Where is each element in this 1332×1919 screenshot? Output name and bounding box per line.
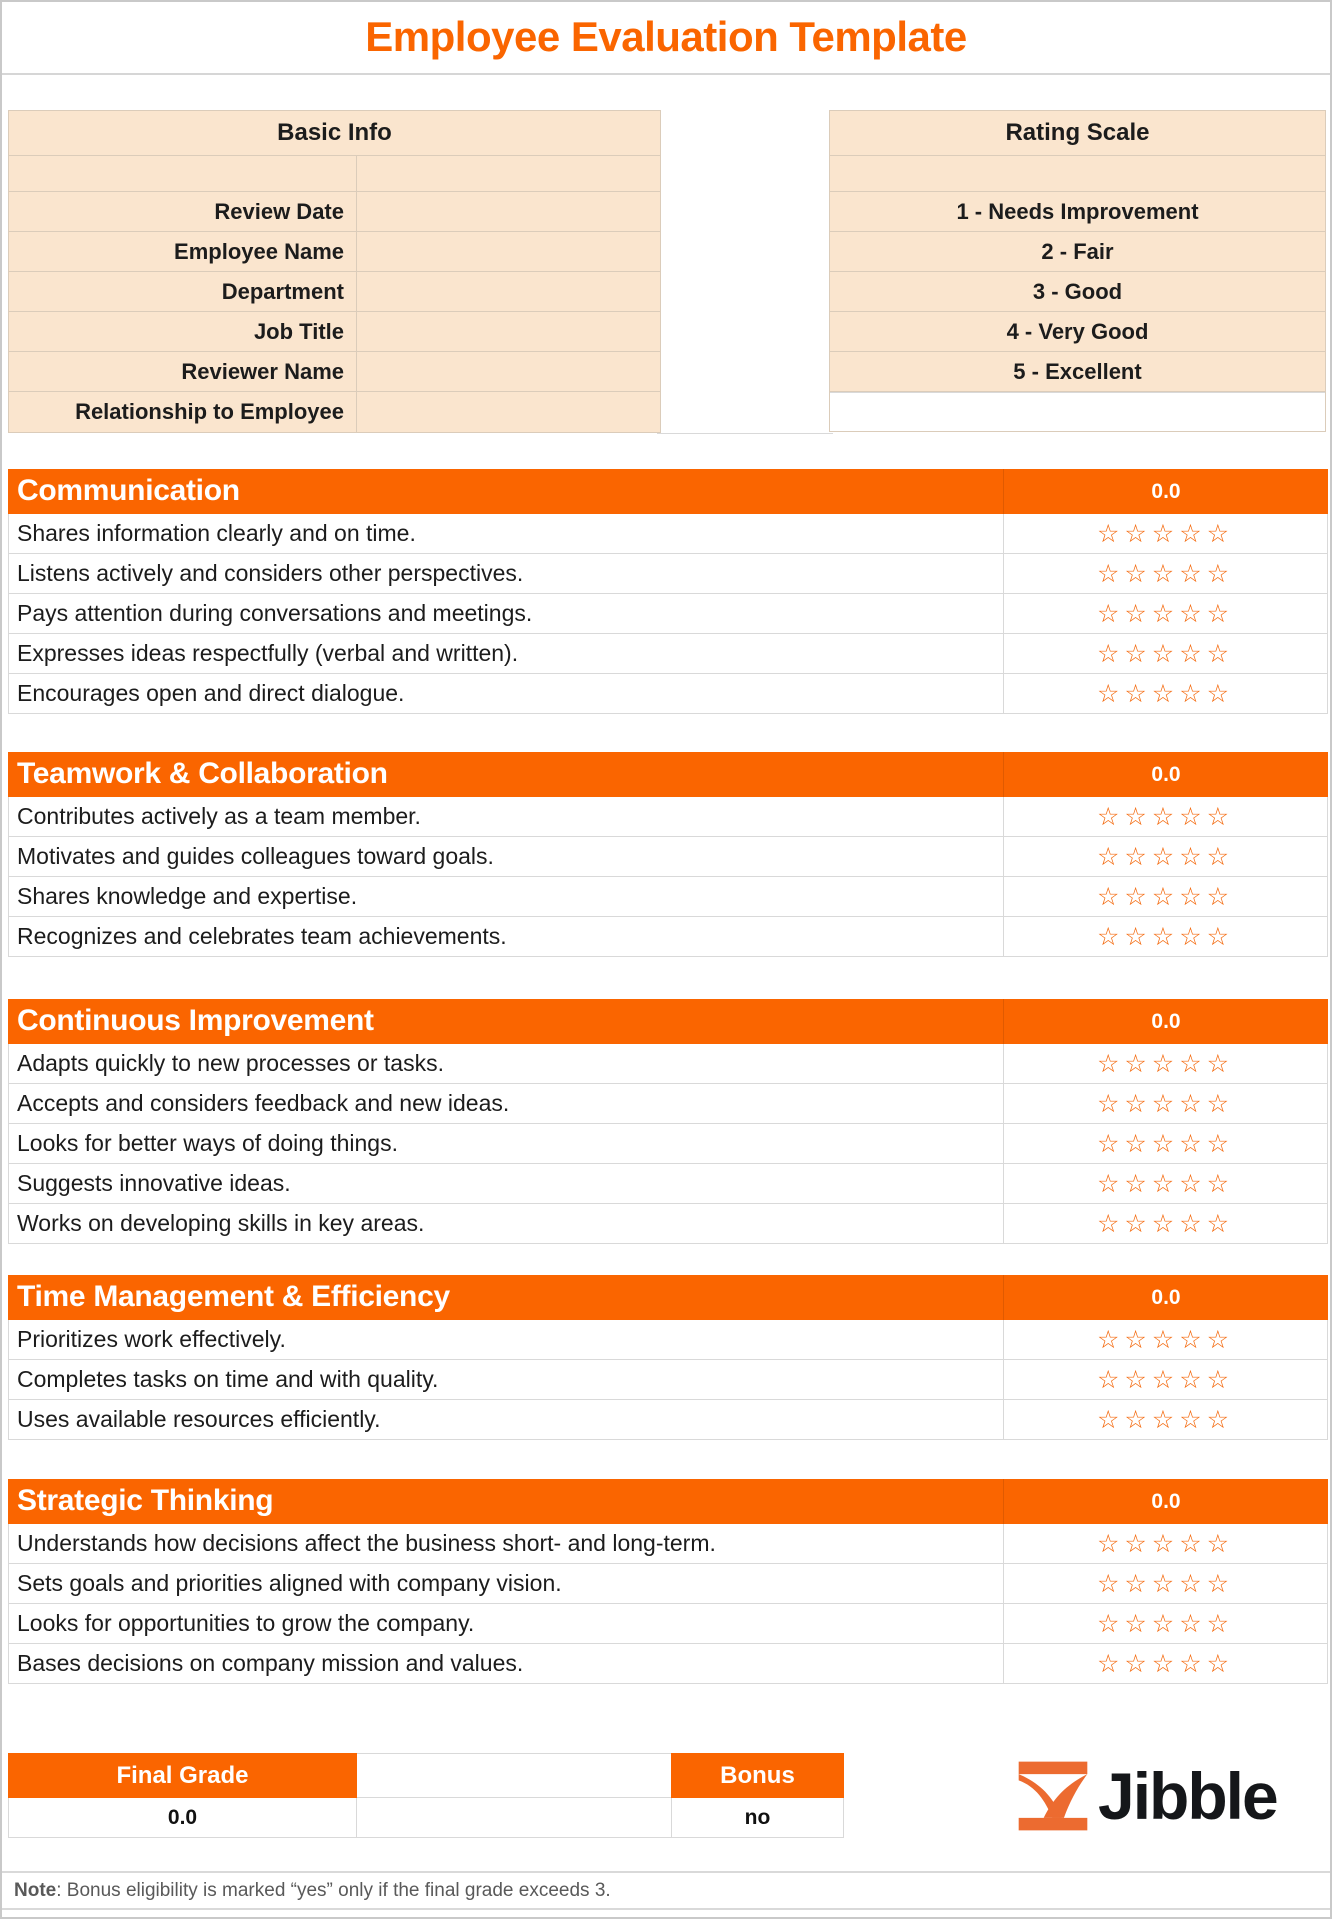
basic-info-label: Employee Name	[174, 239, 344, 264]
basic-info-row	[9, 192, 660, 232]
star-rating[interactable]: ☆☆☆☆☆	[1003, 1124, 1327, 1163]
criterion-row	[9, 554, 1327, 594]
basic-info-value-cell[interactable]	[356, 352, 660, 391]
section-score: 0.0	[1003, 1275, 1328, 1320]
criterion-row	[9, 1524, 1327, 1564]
criterion-text: Listens actively and considers other perspectives.	[17, 560, 524, 586]
criterion-row	[9, 514, 1327, 554]
page-title-row	[2, 2, 1330, 72]
criterion-text: Shares information clearly and on time.	[17, 520, 416, 546]
footer-spacer-value-cell	[357, 1798, 671, 1838]
basic-info-value-cell[interactable]	[356, 232, 660, 271]
star-rating[interactable]: ☆☆☆☆☆	[1003, 1644, 1327, 1683]
rating-scale-item: 3 - Good	[830, 272, 1325, 312]
criterion-row	[9, 674, 1327, 714]
criterion-text: Completes tasks on time and with quality.	[17, 1366, 439, 1392]
criterion-text: Understands how decisions affect the business short- and long-term.	[17, 1530, 716, 1556]
criterion-row	[9, 1044, 1327, 1084]
criterion-text: Pays attention during conversations and meetings.	[17, 600, 533, 626]
criterion-row	[9, 837, 1327, 877]
rating-scale-item: 1 - Needs Improvement	[830, 192, 1325, 232]
section-header-bar	[8, 752, 1328, 797]
basic-info-row	[9, 312, 660, 352]
criterion-text: Uses available resources efficiently.	[17, 1406, 381, 1432]
basic-info-value-cell[interactable]	[356, 272, 660, 311]
basic-info-value-cell[interactable]	[356, 192, 660, 231]
criterion-text: Adapts quickly to new processes or tasks.	[17, 1050, 444, 1076]
criterion-row	[9, 1360, 1327, 1400]
section-score: 0.0	[1003, 999, 1328, 1044]
criterion-row	[9, 1124, 1327, 1164]
star-rating[interactable]: ☆☆☆☆☆	[1003, 554, 1327, 593]
criterion-text: Works on developing skills in key areas.	[17, 1210, 425, 1236]
section-score: 0.0	[1003, 1479, 1328, 1524]
criterion-row	[9, 1644, 1327, 1684]
rating-scale-table	[829, 110, 1326, 432]
section-rows	[8, 1524, 1328, 1684]
page-title: Employee Evaluation Template	[365, 13, 967, 60]
section-title: Strategic Thinking	[17, 1484, 274, 1517]
title-divider	[2, 73, 1330, 75]
criterion-text: Encourages open and direct dialogue.	[17, 680, 405, 706]
section-rows	[8, 797, 1328, 957]
basic-info-label: Reviewer Name	[181, 359, 344, 384]
evaluation-section	[8, 752, 1328, 957]
star-rating[interactable]: ☆☆☆☆☆	[1003, 674, 1327, 713]
criterion-row	[9, 877, 1327, 917]
section-header-bar	[8, 999, 1328, 1044]
bonus-header: Bonus	[671, 1753, 844, 1798]
footer-spacer-cell	[357, 1753, 671, 1798]
evaluation-section	[8, 469, 1328, 714]
evaluation-section	[8, 1275, 1328, 1440]
rating-scale-item: 2 - Fair	[830, 232, 1325, 272]
section-rows	[8, 1044, 1328, 1244]
row-gridline	[657, 433, 833, 434]
star-rating[interactable]: ☆☆☆☆☆	[1003, 837, 1327, 876]
star-rating[interactable]: ☆☆☆☆☆	[1003, 1044, 1327, 1083]
star-rating[interactable]: ☆☆☆☆☆	[1003, 797, 1327, 836]
section-rows	[8, 514, 1328, 714]
criterion-row	[9, 917, 1327, 957]
star-rating[interactable]: ☆☆☆☆☆	[1003, 1400, 1327, 1439]
criterion-row	[9, 594, 1327, 634]
criterion-text: Bases decisions on company mission and values.	[17, 1650, 524, 1676]
basic-info-table	[8, 110, 661, 433]
basic-info-row	[9, 232, 660, 272]
basic-info-rows	[9, 192, 660, 432]
criterion-row	[9, 1400, 1327, 1440]
basic-info-row	[9, 392, 660, 432]
basic-info-label: Relationship to Employee	[75, 399, 344, 424]
star-rating[interactable]: ☆☆☆☆☆	[1003, 917, 1327, 956]
criterion-text: Contributes actively as a team member.	[17, 803, 421, 829]
basic-info-row	[9, 352, 660, 392]
criterion-text: Looks for better ways of doing things.	[17, 1130, 398, 1156]
star-rating[interactable]: ☆☆☆☆☆	[1003, 1564, 1327, 1603]
star-rating[interactable]: ☆☆☆☆☆	[1003, 1360, 1327, 1399]
criterion-text: Accepts and considers feedback and new ideas.	[17, 1090, 510, 1116]
criterion-text: Suggests innovative ideas.	[17, 1170, 291, 1196]
basic-info-label: Department	[221, 279, 344, 304]
star-rating[interactable]: ☆☆☆☆☆	[1003, 1084, 1327, 1123]
star-rating[interactable]: ☆☆☆☆☆	[1003, 514, 1327, 553]
basic-info-label: Review Date	[214, 199, 344, 224]
section-header-bar	[8, 1275, 1328, 1320]
rating-scale-item: 4 - Very Good	[830, 312, 1325, 352]
jibble-logo	[1014, 1756, 1277, 1836]
final-grade-header: Final Grade	[8, 1753, 357, 1798]
basic-info-header: Basic Info	[9, 111, 660, 156]
rating-scale-rows	[830, 192, 1325, 392]
section-title: Teamwork & Collaboration	[17, 757, 388, 790]
footer-summary-table	[8, 1753, 844, 1838]
star-rating[interactable]: ☆☆☆☆☆	[1003, 1204, 1327, 1243]
criterion-row	[9, 1164, 1327, 1204]
star-rating[interactable]: ☆☆☆☆☆	[1003, 877, 1327, 916]
criterion-text: Motivates and guides colleagues toward goals.	[17, 843, 494, 869]
basic-info-value-cell[interactable]	[356, 392, 660, 432]
criterion-row	[9, 1204, 1327, 1244]
section-title: Communication	[17, 474, 240, 507]
star-rating[interactable]: ☆☆☆☆☆	[1003, 594, 1327, 633]
note-text: : Bonus eligibility is marked “yes” only if the final grade exceeds 3.	[56, 1879, 611, 1901]
criterion-text: Looks for opportunities to grow the company.	[17, 1610, 475, 1636]
basic-info-label: Job Title	[253, 319, 344, 344]
evaluation-section	[8, 1479, 1328, 1684]
section-title: Continuous Improvement	[17, 1004, 374, 1037]
section-title: Time Management & Efficiency	[17, 1280, 450, 1313]
basic-info-value-cell[interactable]	[356, 312, 660, 351]
evaluation-section	[8, 999, 1328, 1244]
criterion-text: Prioritizes work effectively.	[17, 1326, 286, 1352]
rating-scale-item: 5 - Excellent	[830, 352, 1325, 392]
section-rows	[8, 1320, 1328, 1440]
rating-scale-header: Rating Scale	[830, 111, 1325, 156]
criterion-text: Shares knowledge and expertise.	[17, 883, 358, 909]
criterion-row	[9, 634, 1327, 674]
criterion-row	[9, 797, 1327, 837]
bonus-value: no	[671, 1798, 844, 1838]
criterion-row	[9, 1320, 1327, 1360]
criterion-row	[9, 1564, 1327, 1604]
criterion-text: Expresses ideas respectfully (verbal and written).	[17, 640, 519, 666]
basic-info-empty-row	[9, 156, 660, 192]
section-score: 0.0	[1003, 469, 1328, 514]
note-label: Note	[14, 1879, 57, 1901]
jibble-hourglass-icon	[1014, 1757, 1092, 1835]
star-rating[interactable]: ☆☆☆☆☆	[1003, 1320, 1327, 1359]
basic-info-row	[9, 272, 660, 312]
star-rating[interactable]: ☆☆☆☆☆	[1003, 1524, 1327, 1563]
rating-scale-empty-row	[830, 156, 1325, 192]
criterion-row	[9, 1084, 1327, 1124]
jibble-logo-text: Jibble	[1098, 1759, 1277, 1833]
criterion-row	[9, 1604, 1327, 1644]
basic-info-empty-label	[9, 156, 356, 191]
star-rating[interactable]: ☆☆☆☆☆	[1003, 1164, 1327, 1203]
criterion-text: Sets goals and priorities aligned with company vision.	[17, 1570, 562, 1596]
note-row	[2, 1871, 1330, 1910]
section-header-bar	[8, 1479, 1328, 1524]
final-grade-value: 0.0	[8, 1798, 357, 1838]
basic-info-empty-value[interactable]	[356, 156, 660, 191]
section-score: 0.0	[1003, 752, 1328, 797]
rating-scale-bottom-empty-cell	[830, 392, 1325, 431]
star-rating[interactable]: ☆☆☆☆☆	[1003, 634, 1327, 673]
section-header-bar	[8, 469, 1328, 514]
criterion-text: Recognizes and celebrates team achievements.	[17, 923, 507, 949]
star-rating[interactable]: ☆☆☆☆☆	[1003, 1604, 1327, 1643]
